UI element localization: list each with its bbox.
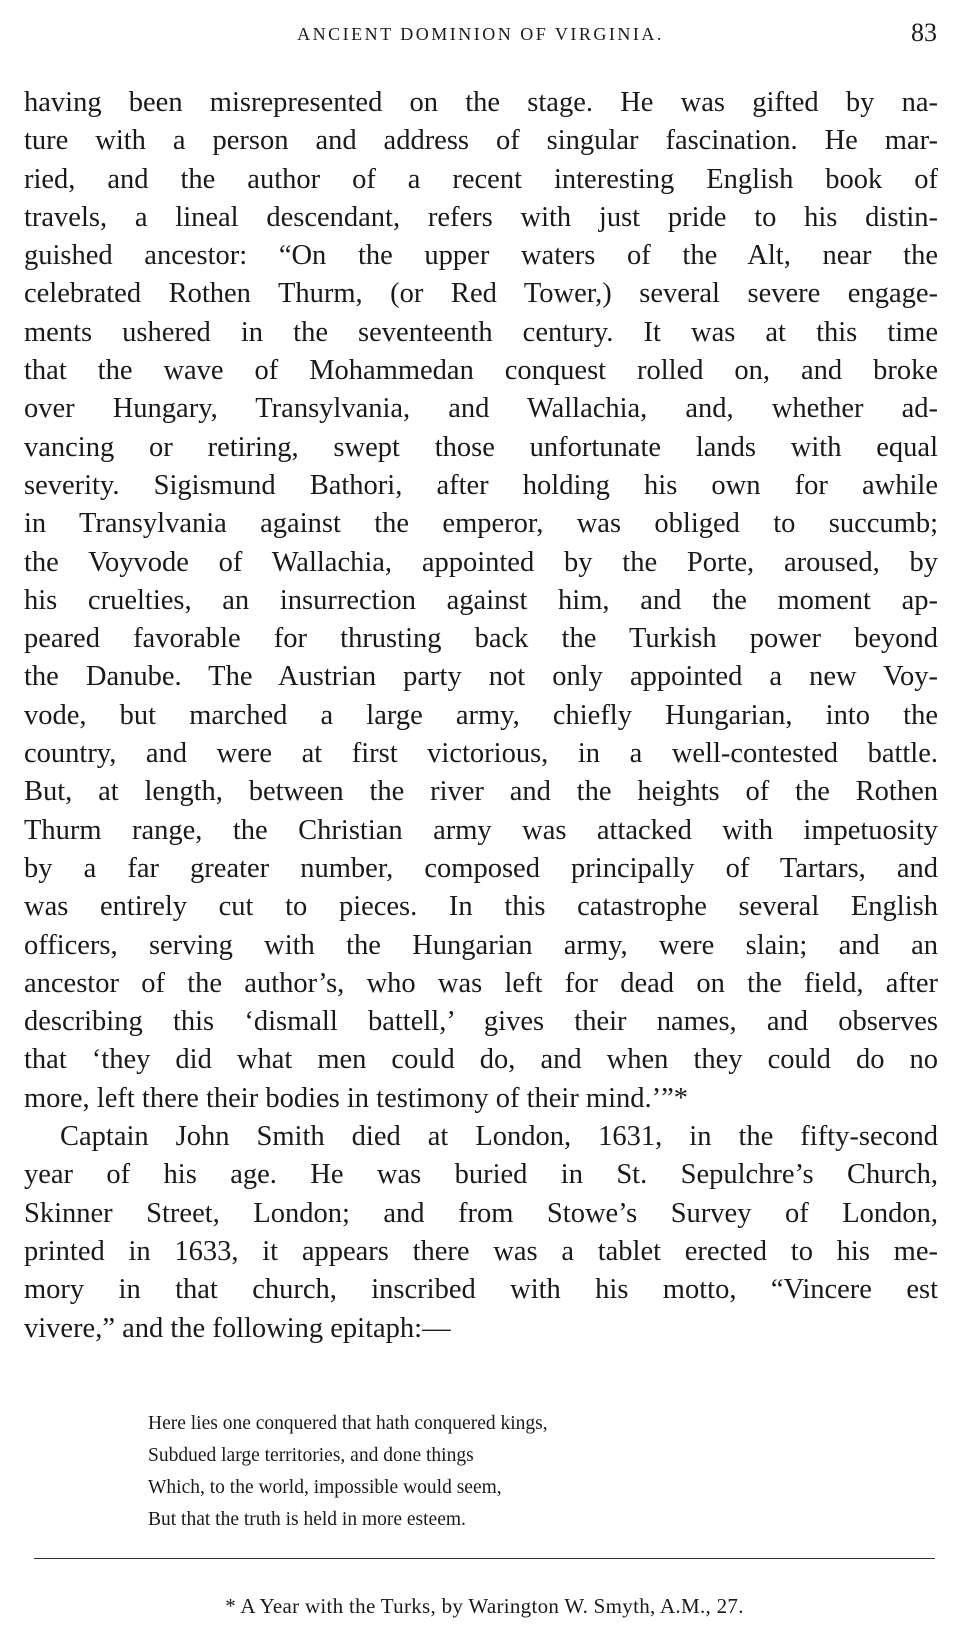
text-line: describing this ‘dismall battell,’ gives their names, and observes bbox=[24, 1006, 938, 1038]
text-line: guished ancestor: “On the upper waters of the Alt, near the bbox=[24, 240, 938, 272]
text-line: ried, and the author of a recent interesting English book of bbox=[24, 163, 938, 195]
poem-line: Which, to the world, impossible would seem, bbox=[148, 1477, 502, 1498]
text-line: travels, a lineal descendant, refers with just pride to his distin- bbox=[24, 201, 938, 233]
text-line: Captain John Smith died at London, 1631, in the fifty-second bbox=[60, 1121, 938, 1153]
body-text bbox=[24, 84, 938, 1348]
epitaph-poem bbox=[148, 1408, 548, 1536]
text-line: celebrated Rothen Thurm, (or Red Tower,) several severe engage- bbox=[24, 278, 938, 310]
text-line: by a far greater number, composed principally of Tartars, and bbox=[24, 852, 938, 884]
text-line: was entirely cut to pieces. In this catastrophe several English bbox=[24, 891, 938, 923]
footnote-divider bbox=[34, 1558, 935, 1559]
text-line: his cruelties, an insurrection against him, and the moment ap- bbox=[24, 584, 938, 616]
text-line: vancing or retiring, swept those unfortunate lands with equal bbox=[24, 431, 938, 463]
text-line: year of his age. He was buried in St. Sepulchre’s Church, bbox=[24, 1159, 938, 1191]
text-line: vode, but marched a large army, chiefly Hungarian, into the bbox=[24, 699, 938, 731]
poem-line: Subdued large territories, and done things bbox=[148, 1445, 474, 1466]
text-line: vivere,” and the following epitaph:— bbox=[24, 1312, 451, 1344]
text-line: But, at length, between the river and the heights of the Rothen bbox=[24, 776, 938, 808]
page-number: 83 bbox=[911, 18, 937, 47]
poem-line: Here lies one conquered that hath conquered kings, bbox=[148, 1413, 548, 1434]
text-line: the Voyvode of Wallachia, appointed by the Porte, aroused, by bbox=[24, 546, 938, 578]
text-line: that ‘they did what men could do, and when they could do no bbox=[24, 1044, 938, 1076]
poem-line: But that the truth is held in more esteem. bbox=[148, 1509, 466, 1530]
text-line: printed in 1633, it appears there was a tablet erected to his me- bbox=[24, 1235, 938, 1267]
page-header bbox=[24, 14, 937, 54]
text-line: over Hungary, Transylvania, and Wallachia, and, whether ad- bbox=[24, 393, 938, 425]
text-line: officers, serving with the Hungarian army, were slain; and an bbox=[24, 929, 938, 961]
text-line: ture with a person and address of singular fascination. He mar- bbox=[24, 125, 938, 157]
text-line: ancestor of the author’s, who was left for dead on the field, after bbox=[24, 967, 938, 999]
text-line: more, left there their bodies in testimony of their mind.’”* bbox=[24, 1082, 689, 1114]
text-line: Thurm range, the Christian army was attacked with impetuosity bbox=[24, 814, 938, 846]
text-line: peared favorable for thrusting back the Turkish power beyond bbox=[24, 623, 938, 655]
text-line: Skinner Street, London; and from Stowe’s Survey of London, bbox=[24, 1197, 938, 1229]
footnote: * A Year with the Turks, by Warington W. Smyth, A.M., 27. bbox=[225, 1594, 744, 1618]
text-line: that the wave of Mohammedan conquest rolled on, and broke bbox=[24, 355, 938, 387]
running-title: ANCIENT DOMINION OF VIRGINIA. bbox=[297, 24, 664, 44]
text-line: ments ushered in the seventeenth century. It was at this time bbox=[24, 316, 938, 348]
text-line: in Transylvania against the emperor, was obliged to succumb; bbox=[24, 508, 938, 540]
text-line: country, and were at first victorious, in a well-contested battle. bbox=[24, 738, 938, 770]
text-line: severity. Sigismund Bathori, after holding his own for awhile bbox=[24, 469, 938, 501]
text-line: mory in that church, inscribed with his motto, “Vincere est bbox=[24, 1274, 938, 1306]
text-line: having been misrepresented on the stage. He was gifted by na- bbox=[24, 87, 938, 118]
text-line: the Danube. The Austrian party not only appointed a new Voy- bbox=[24, 661, 938, 693]
